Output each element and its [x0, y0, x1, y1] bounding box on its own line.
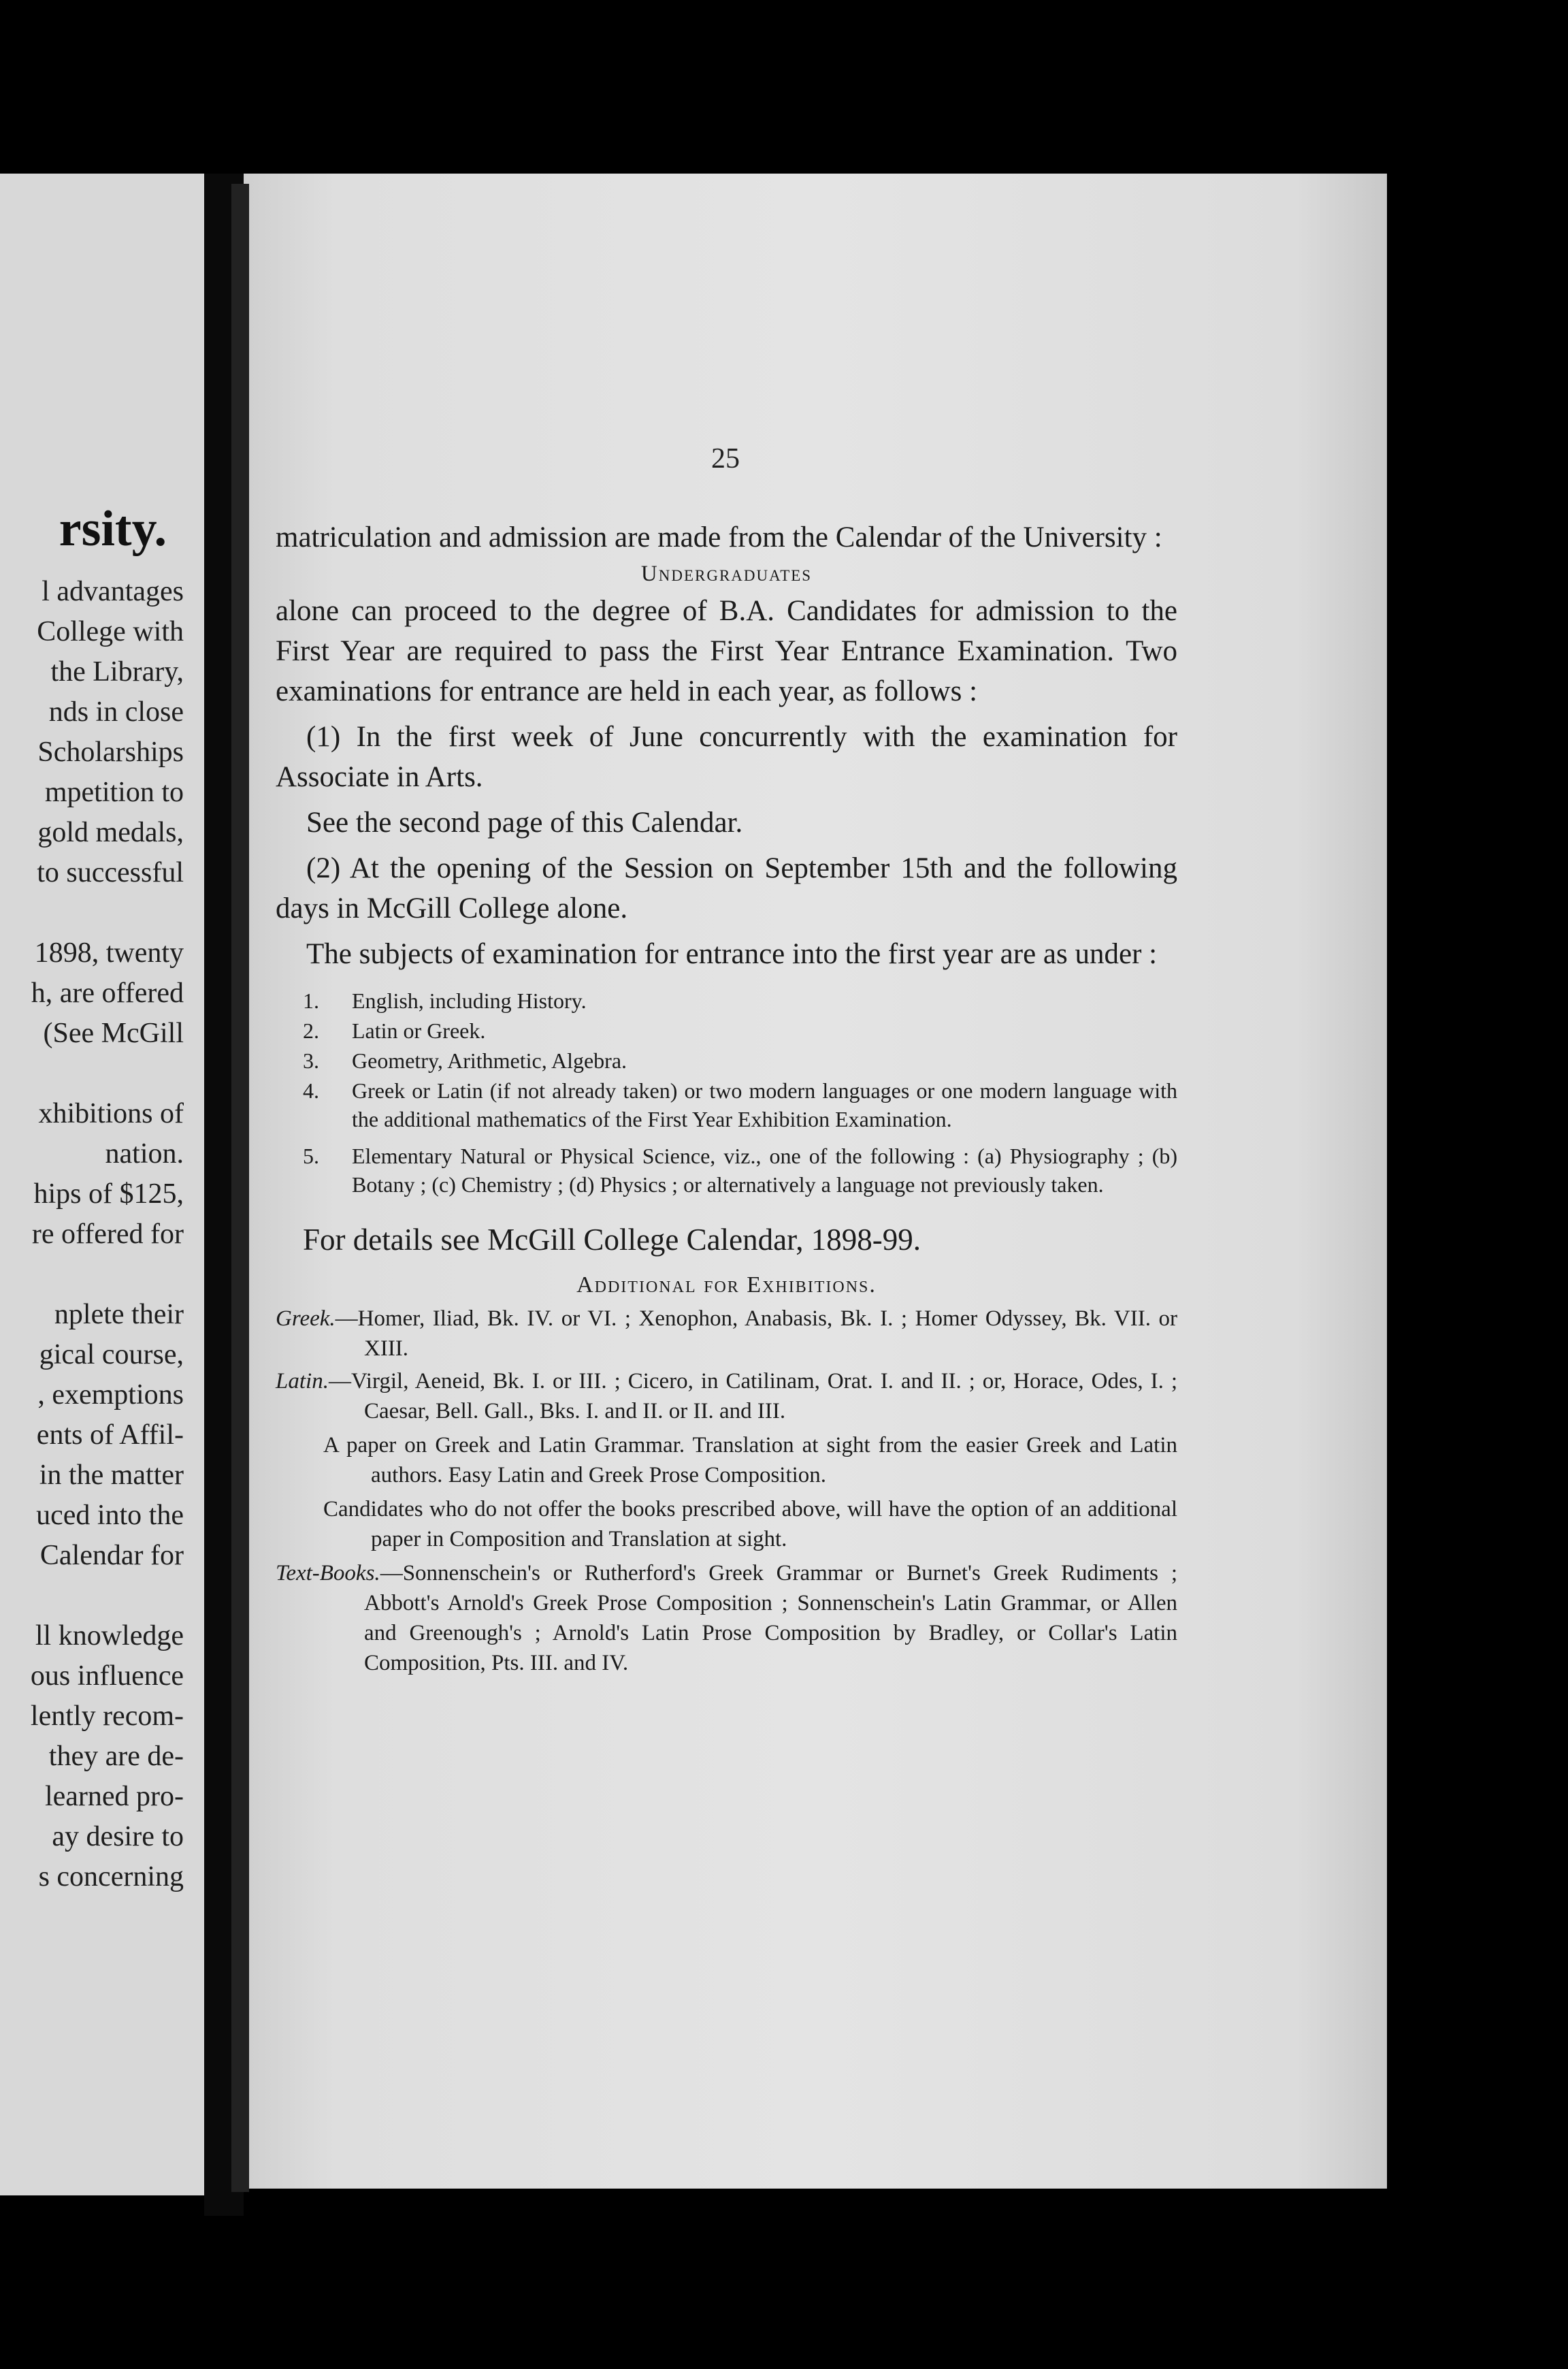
left-page-line: uced into the — [36, 1500, 184, 1531]
left-page-line: ous influence — [30, 1660, 184, 1692]
left-page-line: 1898, twenty — [34, 937, 184, 969]
left-page-line: re offered for — [31, 1219, 184, 1250]
left-page-line: hips of $125, — [33, 1178, 184, 1210]
left-page-line: they are de- — [48, 1741, 184, 1772]
left-page-line: Calendar for — [39, 1540, 184, 1571]
left-page-line — [0, 1255, 184, 1295]
left-page-line: s concerning — [38, 1861, 184, 1892]
left-page-line: nation. — [105, 1138, 184, 1170]
left-page-line: College with — [37, 616, 184, 647]
left-page-line: h, are offered — [31, 978, 184, 1009]
textbooks-entry: Text-Books.—Sonnenschein's or Rutherford's Greek Grammar or Burnet's Greek Rudiments ; Abbott's Arnold's Greek Prose Composition ; Sonnenschein's Latin Grammar, or Allen and Greenough's ; Arnold's Latin Prose Composition by Bradley, or Collar's Latin Composition, Pts. III. and IV. — [276, 1561, 1177, 1675]
grammar-paper-paragraph: A paper on Greek and Latin Grammar. Translation at sight from the easier Greek and Latin authors. Easy Latin and Greek Prose Composition. — [323, 1433, 1177, 1487]
left-page-line — [0, 1054, 184, 1094]
left-page-line: gold medals, — [37, 817, 184, 848]
binding-edge — [231, 184, 249, 2192]
left-page-line: gical course, — [39, 1339, 184, 1370]
latin-label: Latin. — [276, 1369, 329, 1393]
left-page-line: , exemptions — [37, 1379, 184, 1411]
left-page-line: learned pro- — [44, 1781, 184, 1812]
heading-additional-exhibitions: Additional for Exhibitions. — [576, 1272, 877, 1298]
list-item: 1. English, including History. — [303, 988, 587, 1013]
paragraph-first-exam: (1) In the first week of June concurrently with the examination for Associate in Arts. — [276, 721, 1177, 793]
page-content — [276, 517, 1177, 1681]
left-page-line: Scholarships — [37, 737, 184, 768]
list-item: 2. Latin or Greek. — [303, 1018, 486, 1043]
left-page-line: ents of Affil- — [36, 1419, 184, 1451]
left-page-line: nplete their — [54, 1299, 184, 1330]
list-item: 3. Geometry, Arithmetic, Algebra. — [303, 1048, 627, 1073]
left-page-line: to successful — [37, 857, 184, 888]
list-item: 5. Elementary Natural or Physical Science, viz., one of the following : (a) Physiography ; (b) Botany ; (c) Chemistry ; (d) Physics ; or alternatively a language not previously taken. — [303, 1144, 1177, 1197]
left-page-title: rsity. — [59, 501, 167, 557]
left-page — [0, 174, 204, 2195]
left-page-line: ll knowledge — [35, 1620, 184, 1651]
left-page-line: (See McGill — [43, 1018, 184, 1049]
left-page-line: lently recom- — [30, 1701, 184, 1732]
paragraph-admission: alone can proceed to the degree of B.A. Candidates for admission to the First Year are required to pass the First Year Entrance Examination. Two examinations for entrance are held in each year, as follows : — [276, 595, 1177, 707]
greek-label: Greek. — [276, 1306, 336, 1331]
list-item: 4. Greek or Latin (if not already taken) or two modern languages or one modern language with the additional mathematics of the First Year Exhibition Examination. — [303, 1078, 1177, 1131]
left-page-line: nds in close — [48, 696, 184, 728]
paragraph-second-exam: (2) At the opening of the Session on September 15th and the following days in McGill College alone. — [276, 852, 1177, 924]
paragraph-see-calendar: See the second page of this Calendar. — [306, 807, 743, 839]
textbooks-label: Text-Books. — [276, 1561, 380, 1585]
latin-entry: Latin.—Virgil, Aeneid, Bk. I. or III. ; Cicero, in Catilinam, Orat. I. and II. ; or, Horace, Odes, I. ; Caesar, Bell. Gall., Bks. I. and II. or II. and III. — [276, 1369, 1177, 1423]
left-page-text — [0, 572, 184, 1897]
paragraph-subjects-intro: The subjects of examination for entrance into the first year are as under : — [306, 938, 1158, 970]
left-page-line — [0, 1576, 184, 1616]
page-number: 25 — [711, 443, 740, 474]
details-line: For details see McGill College Calendar, 1898-99. — [303, 1223, 921, 1257]
left-page-line: in the matter — [39, 1460, 184, 1491]
left-page-line: l advantages — [42, 576, 184, 607]
left-page-line: ay desire to — [52, 1821, 184, 1852]
heading-undergraduates: Undergraduates — [640, 562, 813, 586]
left-page-line: mpetition to — [44, 777, 184, 808]
subjects-list — [276, 986, 1177, 1199]
left-page-line — [0, 893, 184, 933]
candidates-paragraph: Candidates who do not offer the books prescribed above, will have the option of an additional paper in Composition and Translation at sight. — [323, 1497, 1177, 1551]
intro-paragraph: matriculation and admission are made from the Calendar of the University : — [276, 521, 1162, 553]
left-page-line: the Library, — [50, 656, 184, 688]
greek-entry: Greek.—Homer, Iliad, Bk. IV. or VI. ; Xenophon, Anabasis, Bk. I. ; Homer Odyssey, Bk. VII. or XIII. — [276, 1306, 1177, 1361]
left-page-line: xhibitions of — [38, 1098, 184, 1129]
